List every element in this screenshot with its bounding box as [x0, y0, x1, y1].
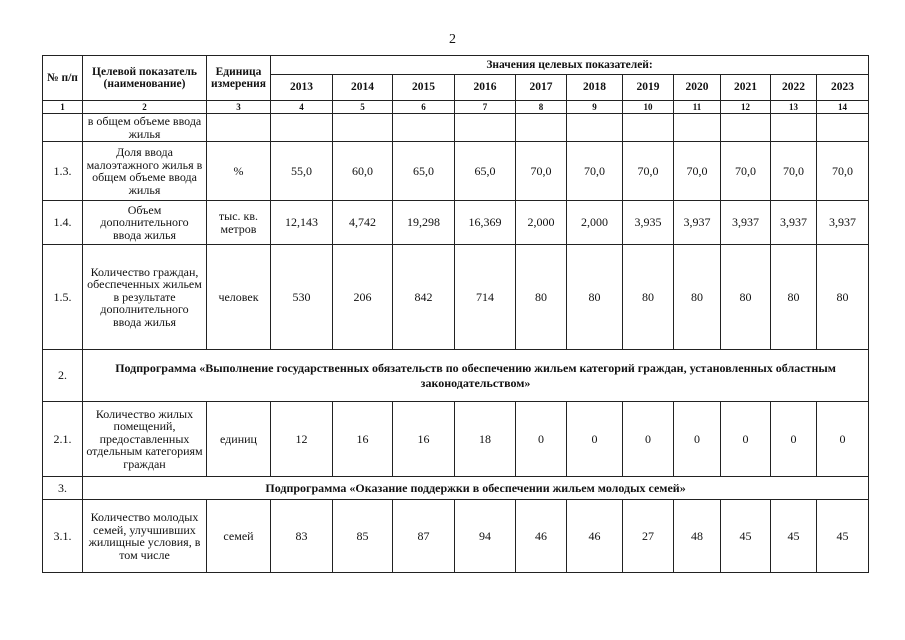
value-cell: 3,937 — [721, 201, 771, 245]
value-cell: 18 — [455, 402, 516, 477]
indicator-name: Количество жилых помещений, предоставленных отдельным категориям граждан — [83, 402, 207, 477]
value-cell: 842 — [393, 245, 455, 350]
value-cell: 19,298 — [393, 201, 455, 245]
header-num: № п/п — [43, 56, 83, 101]
value-cell: 60,0 — [333, 142, 393, 201]
value-cell: 16,369 — [455, 201, 516, 245]
value-cell: 530 — [271, 245, 333, 350]
value-cell: 70,0 — [721, 142, 771, 201]
indicator-name: Доля ввода малоэтажного жилья в общем объеме ввода жилья — [83, 142, 207, 201]
column-index: 14 — [817, 101, 869, 114]
row-num: 1.5. — [43, 245, 83, 350]
year-header: 2014 — [333, 75, 393, 101]
value-cell: 83 — [271, 500, 333, 573]
value-cell: 206 — [333, 245, 393, 350]
value-cell: 55,0 — [271, 142, 333, 201]
value-cell: 0 — [623, 402, 674, 477]
indicator-unit — [207, 114, 271, 142]
row-num: 2. — [43, 350, 83, 402]
value-cell: 94 — [455, 500, 516, 573]
year-header: 2022 — [771, 75, 817, 101]
indicator-unit: % — [207, 142, 271, 201]
column-index: 9 — [567, 101, 623, 114]
value-cell: 80 — [567, 245, 623, 350]
year-header: 2023 — [817, 75, 869, 101]
value-cell: 3,937 — [674, 201, 721, 245]
value-cell: 0 — [674, 402, 721, 477]
indicator-name: в общем объеме ввода жилья — [83, 114, 207, 142]
value-cell: 4,742 — [333, 201, 393, 245]
value-cell: 0 — [567, 402, 623, 477]
value-cell: 3,935 — [623, 201, 674, 245]
value-cell: 3,937 — [771, 201, 817, 245]
value-cell — [567, 114, 623, 142]
value-cell: 46 — [567, 500, 623, 573]
value-cell: 85 — [333, 500, 393, 573]
year-header: 2018 — [567, 75, 623, 101]
column-index: 13 — [771, 101, 817, 114]
row-num: 1.4. — [43, 201, 83, 245]
subprogram-title: Подпрограмма «Оказание поддержки в обеспечении жильем молодых семей» — [83, 477, 869, 500]
page-number: 2 — [449, 32, 456, 47]
target-indicators-table — [42, 55, 869, 573]
value-cell: 80 — [817, 245, 869, 350]
value-cell — [771, 114, 817, 142]
indicator-unit: единиц — [207, 402, 271, 477]
indicator-unit: человек — [207, 245, 271, 350]
column-index: 2 — [83, 101, 207, 114]
column-index: 7 — [455, 101, 516, 114]
indicator-name: Количество молодых семей, улучшивших жилищные условия, в том числе — [83, 500, 207, 573]
value-cell: 70,0 — [674, 142, 721, 201]
indicator-unit: тыс. кв. метров — [207, 201, 271, 245]
value-cell: 87 — [393, 500, 455, 573]
value-cell: 16 — [333, 402, 393, 477]
value-cell: 45 — [771, 500, 817, 573]
value-cell: 45 — [721, 500, 771, 573]
value-cell: 0 — [516, 402, 567, 477]
value-cell — [721, 114, 771, 142]
value-cell: 45 — [817, 500, 869, 573]
value-cell: 80 — [674, 245, 721, 350]
value-cell: 80 — [721, 245, 771, 350]
value-cell: 80 — [623, 245, 674, 350]
column-index: 1 — [43, 101, 83, 114]
value-cell: 0 — [817, 402, 869, 477]
year-header: 2019 — [623, 75, 674, 101]
value-cell — [333, 114, 393, 142]
value-cell: 3,937 — [817, 201, 869, 245]
value-cell: 48 — [674, 500, 721, 573]
value-cell: 0 — [771, 402, 817, 477]
column-index: 11 — [674, 101, 721, 114]
value-cell: 27 — [623, 500, 674, 573]
column-index: 4 — [271, 101, 333, 114]
header-unit: Единица измерения — [207, 56, 271, 101]
column-index: 3 — [207, 101, 271, 114]
column-index: 5 — [333, 101, 393, 114]
value-cell: 70,0 — [623, 142, 674, 201]
value-cell — [674, 114, 721, 142]
indicator-name: Объем дополнительного ввода жилья — [83, 201, 207, 245]
value-cell: 16 — [393, 402, 455, 477]
value-cell: 65,0 — [393, 142, 455, 201]
value-cell: 0 — [721, 402, 771, 477]
year-header: 2017 — [516, 75, 567, 101]
row-num: 2.1. — [43, 402, 83, 477]
header-indicator: Целевой показатель (наименование) — [83, 56, 207, 101]
value-cell: 70,0 — [771, 142, 817, 201]
value-cell: 80 — [516, 245, 567, 350]
value-cell — [623, 114, 674, 142]
value-cell: 70,0 — [516, 142, 567, 201]
row-num — [43, 114, 83, 142]
year-header: 2021 — [721, 75, 771, 101]
value-cell — [393, 114, 455, 142]
value-cell: 714 — [455, 245, 516, 350]
value-cell: 65,0 — [455, 142, 516, 201]
indicator-name: Количество граждан, обеспеченных жильем в результате дополнительного ввода жилья — [83, 245, 207, 350]
year-header: 2013 — [271, 75, 333, 101]
column-index: 10 — [623, 101, 674, 114]
row-num: 3.1. — [43, 500, 83, 573]
column-index: 6 — [393, 101, 455, 114]
value-cell — [455, 114, 516, 142]
column-index: 8 — [516, 101, 567, 114]
row-num: 1.3. — [43, 142, 83, 201]
value-cell — [817, 114, 869, 142]
subprogram-title: Подпрограмма «Выполнение государственных обязательств по обеспечению жильем категорий граждан, установленных областным законодательством» — [83, 350, 869, 402]
column-index: 12 — [721, 101, 771, 114]
value-cell: 12,143 — [271, 201, 333, 245]
indicator-unit: семей — [207, 500, 271, 573]
value-cell: 70,0 — [817, 142, 869, 201]
year-header: 2020 — [674, 75, 721, 101]
value-cell — [271, 114, 333, 142]
year-header: 2016 — [455, 75, 516, 101]
header-values: Значения целевых показателей: — [271, 56, 869, 75]
value-cell: 80 — [771, 245, 817, 350]
value-cell: 70,0 — [567, 142, 623, 201]
row-num: 3. — [43, 477, 83, 500]
value-cell: 46 — [516, 500, 567, 573]
value-cell — [516, 114, 567, 142]
year-header: 2015 — [393, 75, 455, 101]
value-cell: 2,000 — [567, 201, 623, 245]
value-cell: 2,000 — [516, 201, 567, 245]
value-cell: 12 — [271, 402, 333, 477]
